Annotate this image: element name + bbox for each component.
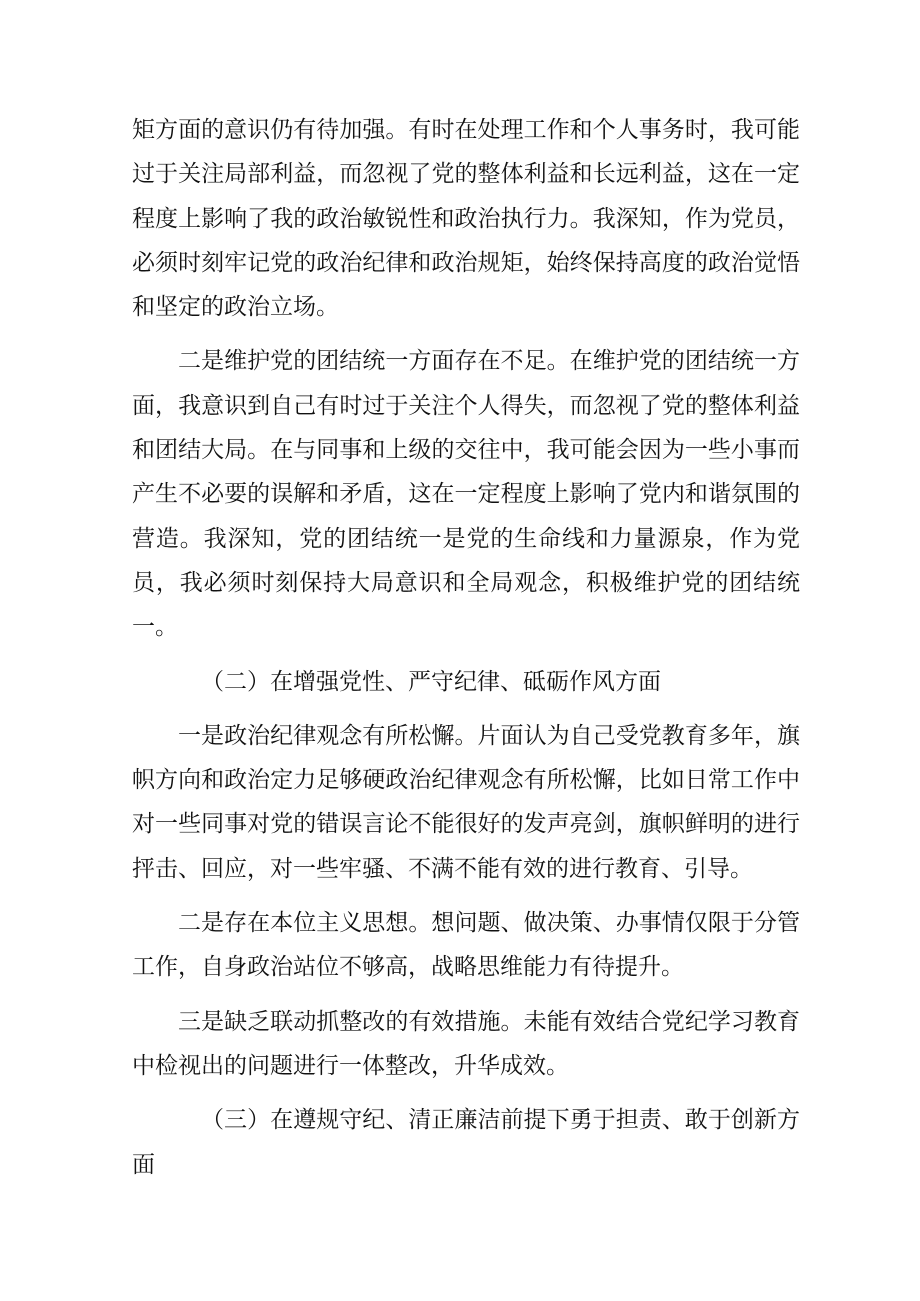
paragraph-discipline: 一是政治纪律观念有所松懈。片面认为自己受党教育多年，旗帜方向和政治定力足够硬政治纪律观念有所松懈，比如日常工作中对一些同事对党的错误言论不能很好的发声亮剑，旗帜鲜明的进行抨击、回应，对一些牢骚、不满不能有效的进行教育、引导。 — [132, 722, 800, 882]
section-heading-3: （三）在遵规守纪、清正廉洁前提下勇于担责、敢于创新方面 — [132, 1107, 800, 1178]
document-body — [132, 108, 800, 1197]
section-heading-2: （二）在增强党性、严守纪律、砥砺作风方面 — [201, 668, 661, 695]
paragraph-departmentalism: 二是存在本位主义思想。想问题、做决策、办事情仅限于分管工作，自身政治站位不够高，战略思维能力有待提升。 — [132, 910, 800, 981]
paragraph-rectification: 三是缺乏联动抓整改的有效措施。未能有效结合党纪学习教育中检视出的问题进行一体整改，升华成效。 — [132, 1008, 800, 1079]
paragraph-continuation: 矩方面的意识仍有待加强。有时在处理工作和个人事务时，我可能过于关注局部利益，而忽视了党的整体利益和长远利益，这在一定程度上影响了我的政治敏锐性和政治执行力。我深知，作为党员，必须时刻牢记党的政治纪律和政治规矩，始终保持高度的政治觉悟和坚定的政治立场。 — [132, 117, 800, 321]
paragraph-unity: 二是维护党的团结统一方面存在不足。在维护党的团结统一方面，我意识到自己有时过于关注个人得失，而忽视了党的整体利益和团结大局。在与同事和上级的交往中，我可能会因为一些小事而产生不必要的误解和矛盾，这在一定程度上影响了党内和谐氛围的营造。我深知，党的团结统一是党的生命线和力量源泉，作为党员，我必须时刻保持大局意识和全局观念，积极维护党的团结统一。 — [132, 348, 800, 641]
